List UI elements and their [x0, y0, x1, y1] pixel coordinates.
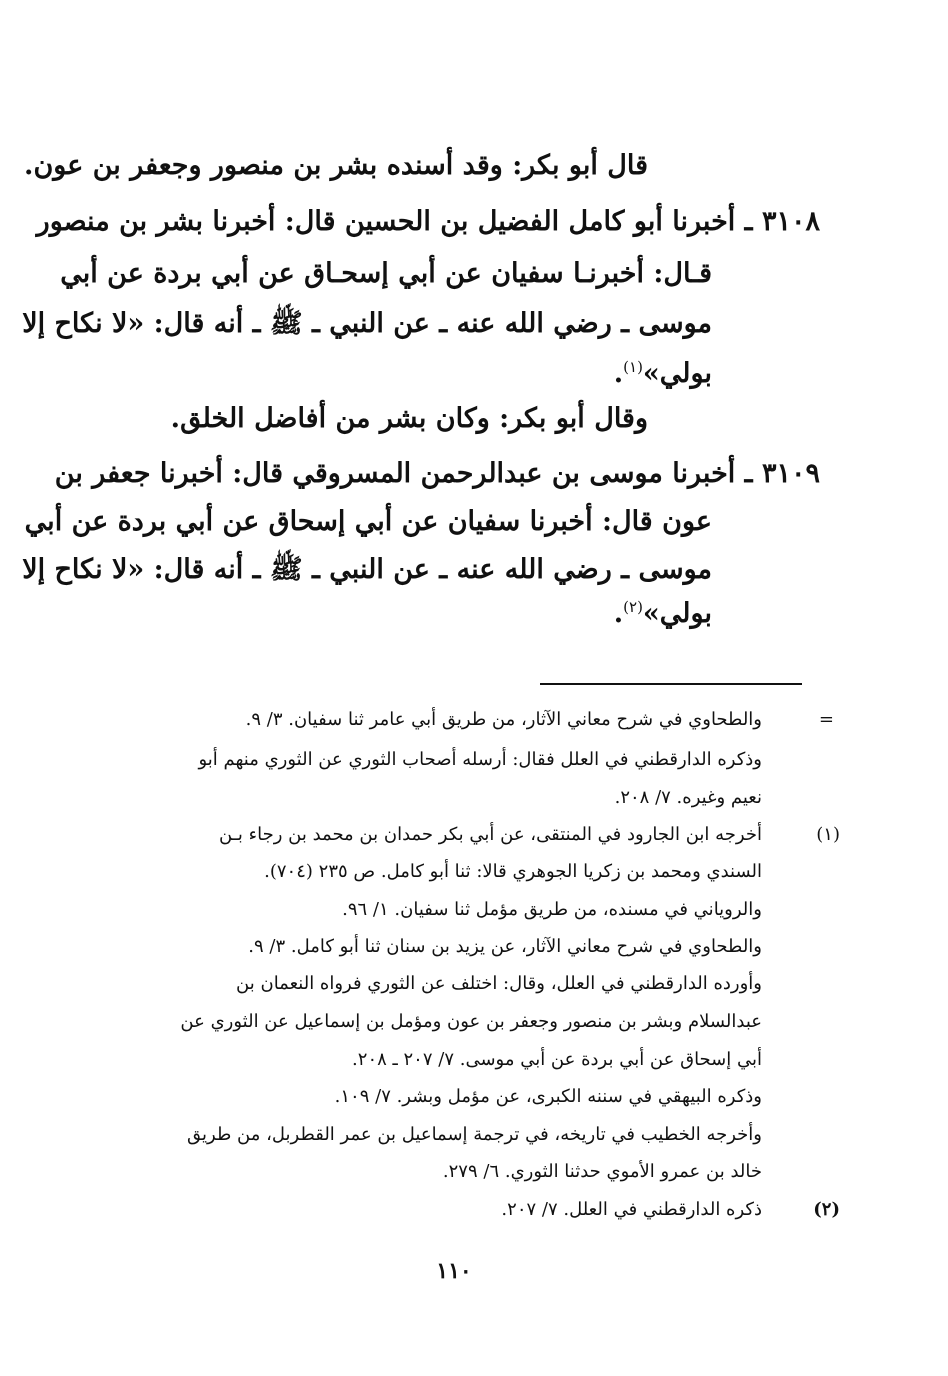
footnote-cont-line-2: وذكره الدارقطني في العلل فقال: أرسله أصحاب الثوري عن الثوري منهم أبو [198, 749, 762, 770]
hadith-3108-line-3: موسى ـ رضي الله عنه ـ عن النبي ـ ﷺ ـ أنه قال: «لا نكاح إلا [22, 308, 712, 339]
hadith-3109-line-1 [55, 460, 820, 487]
footnote-1-line-10: خالد بن عمرو الأموي حدثنا الثوري. ٦/ ٢٧٩. [442, 1161, 762, 1182]
footnote-1-marker: (١) [816, 824, 840, 845]
footnote-1-line-6: عبدالسلام وبشر بن منصور وجعفر بن عون ومؤمل بن إسماعيل عن الثوري عن [180, 1011, 762, 1032]
hadith-3109-line-3: موسى ـ رضي الله عنه ـ عن النبي ـ ﷺ ـ أنه قال: «لا نكاح إلا [22, 554, 712, 585]
hadith-3109-end: . [613, 598, 624, 629]
footnote-1-line-9: وأخرجه الخطيب في تاريخه، في ترجمة إسماعيل بن عمر القطربل، من طريق [187, 1124, 762, 1145]
hadith-3108-text-4: بولي» [642, 358, 712, 389]
footnote-1-line-8: وذكره البيهقي في سننه الكبرى، عن مؤمل وبشر. ٧/ ١٠٩. [334, 1086, 762, 1107]
footnote-2-line-1: ذكره الدارقطني في العلل. ٧/ ٢٠٧. [501, 1199, 762, 1220]
hadith-3108-line-1 [37, 208, 820, 235]
note-abu-bakr-2: وقال أبو بكر: وكان بشر من أفاضل الخلق. [170, 403, 648, 434]
page-number: ١١٠ [436, 1258, 472, 1284]
hadith-3108-end: . [613, 358, 624, 389]
hadith-number-3109: ٣١٠٩ [761, 458, 820, 489]
note-abu-bakr-1: قال أبو بكر: وقد أسنده بشر بن منصور وجعفر بن عون. [24, 150, 648, 181]
footnote-continuation-marker: = [818, 709, 834, 730]
hadith-3109-line-4 [614, 600, 712, 627]
footnote-1-line-7: أبي إسحاق عن أبي بردة عن أبي موسى. ٧/ ٢٠٧ ـ ٢٠٨. [352, 1049, 762, 1070]
footnote-1-line-5: وأورده الدارقطني في العلل، وقال: اختلف عن الثوري فرواه النعمان بن [236, 973, 762, 994]
footnote-2-marker: (٢) [813, 1199, 840, 1220]
hadith-3109-text-4: بولي» [642, 598, 712, 629]
footnote-ref-2[interactable]: (٢) [623, 598, 643, 616]
footnote-cont-line-3: نعيم وغيره. ٧/ ٢٠٨. [614, 787, 762, 808]
footnote-cont-line-1: والطحاوي في شرح معاني الآثار، من طريق أبي عامر ثنا سفيان. ٣/ ٩. [245, 709, 762, 730]
hadith-3108-text-1: ـ أخبرنا أبو كامل الفضيل بن الحسين قال: أخبرنا بشر بن منصور [36, 206, 753, 237]
hadith-3108-line-2: قـال: أخبرنـا سفيان عن أبي إسحـاق عن أبي بردة عن أبي [60, 258, 712, 289]
hadith-3108-line-4 [614, 360, 712, 387]
hadith-3109-line-2: عون قال: أخبرنا سفيان عن أبي إسحاق عن أبي بردة عن أبي [24, 506, 712, 537]
footnote-1-line-1: أخرجه ابن الجارود في المنتقى، عن أبي بكر حمدان بن محمد بن رجاء بـن [218, 824, 762, 845]
footnote-1-line-2: السندي ومحمد بن زكريا الجوهري قالا: ثنا أبو كامل. ص ٢٣٥ (٧٠٤). [264, 861, 762, 882]
footnote-ref-1[interactable]: (١) [623, 358, 643, 376]
hadith-3109-text-1: ـ أخبرنا موسى بن عبدالرحمن المسروقي قال: أخبرنا جعفر بن [54, 458, 753, 489]
footnote-1-line-3: والروياني في مسنده، من طريق مؤمل ثنا سفيان. ١/ ٩٦. [342, 899, 762, 920]
footnote-separator [540, 683, 802, 685]
footnote-1-line-4: والطحاوي في شرح معاني الآثار، عن يزيد بن سنان ثنا أبو كامل. ٣/ ٩. [248, 936, 762, 957]
hadith-number-3108: ٣١٠٨ [761, 206, 820, 237]
